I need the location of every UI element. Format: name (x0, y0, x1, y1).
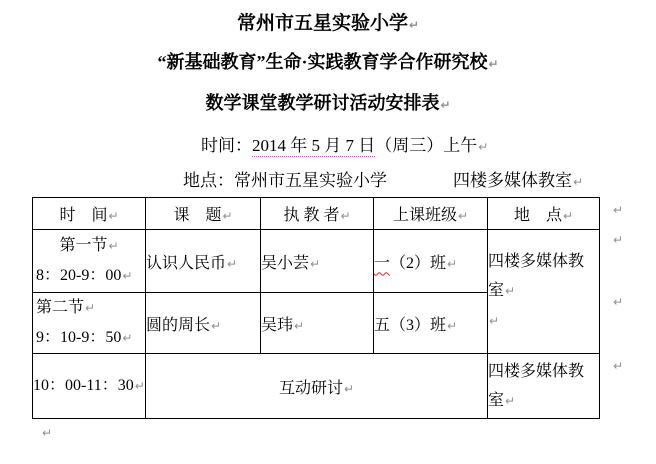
paragraph-mark-icon: ↵ (134, 379, 145, 393)
paragraph-mark-icon: ↵ (488, 57, 499, 71)
program-title (0, 48, 656, 74)
discussion-activity-cell: 互动研讨↵ (146, 354, 488, 419)
period1-time: 8：20-9：00↵ (36, 267, 133, 284)
period2-time-cell (33, 293, 146, 354)
paragraph-mark-icon: ↵ (505, 284, 516, 298)
paragraph-mark-icon: ↵ (478, 140, 489, 154)
row-end-mark-icon: ↵ (613, 295, 624, 309)
period1-class-cell: 一（2）班↵ (374, 230, 488, 293)
discussion-time-cell: 10：00-11：30↵ (33, 354, 146, 419)
header-time: 时 间↵ (33, 198, 146, 230)
time-date: 2014 年 5 月 7 日 (252, 136, 376, 155)
paragraph-mark-icon: ↵ (562, 209, 574, 223)
paragraph-mark-icon: ↵ (457, 209, 469, 223)
paragraph-mark-icon: ↵ (108, 239, 119, 253)
paragraph-mark-icon: ↵ (340, 209, 351, 223)
paragraph-mark-icon: ↵ (489, 314, 500, 328)
place-room: 四楼多媒体教室 (453, 171, 572, 190)
period12-location-cell (488, 230, 600, 354)
paragraph-mark-icon: ↵ (227, 256, 238, 271)
paragraph-mark-icon: ↵ (85, 301, 96, 315)
empty-paragraph (488, 306, 599, 336)
row-end-mark-icon: ↵ (613, 233, 624, 247)
period1-time-cell (33, 230, 146, 293)
location-text: 四楼多媒体教室↵ (488, 253, 585, 299)
paragraph-mark-icon: ↵ (440, 98, 451, 112)
row-end-mark-icon: ↵ (613, 203, 624, 217)
school-title (0, 8, 656, 35)
table-title (0, 89, 656, 115)
paragraph-mark-icon: ↵ (343, 381, 355, 396)
place-label: 地点： (183, 171, 234, 190)
period1-teacher-cell: 吴小芸↵ (261, 230, 374, 293)
discussion-location-cell (488, 354, 600, 419)
table-row (33, 354, 600, 419)
spellcheck-squiggle: 一 (374, 254, 391, 272)
time-suffix: （周三）上午 (375, 136, 478, 155)
paragraph-mark-icon: ↵ (573, 175, 584, 189)
program-title-text: “新基础教育”生命·实践教育学合作研究校 (157, 52, 488, 72)
time-label: 时间： (201, 136, 252, 155)
paragraph-mark-icon: ↵ (42, 426, 53, 440)
paragraph-mark-icon: ↵ (310, 256, 321, 271)
header-row (33, 198, 600, 230)
header-location: 地 点↵ (488, 198, 600, 230)
school-title-text: 常州市五星实验小学 (236, 13, 408, 34)
period2-topic-cell: 圆的周长↵ (146, 293, 261, 354)
table-title-text: 数学课堂教学研讨活动安排表 (205, 93, 440, 113)
paragraph-mark-icon: ↵ (447, 318, 458, 333)
paragraph-mark-icon: ↵ (122, 269, 133, 283)
schedule-table (32, 197, 600, 419)
paragraph-mark-icon: ↵ (108, 209, 119, 223)
paragraph-mark-icon: ↵ (122, 331, 133, 345)
place-school: 常州市五星实验小学 (234, 171, 387, 190)
paragraph-mark-icon: ↵ (294, 318, 305, 333)
table-row (33, 230, 600, 293)
paragraph-mark-icon: ↵ (222, 209, 233, 223)
period2-time: 9：10-9：50↵ (36, 329, 133, 346)
paragraph-mark-icon: ↵ (211, 318, 222, 333)
header-class: 上课班级↵ (374, 198, 488, 230)
row-end-mark-icon: ↵ (613, 359, 624, 373)
period1-label: 第一节↵ (59, 237, 119, 254)
time-line (201, 131, 488, 156)
header-topic: 课 题↵ (146, 198, 261, 230)
period2-label: 第二节↵ (36, 299, 96, 316)
period1-topic-cell: 认识人民币↵ (146, 230, 261, 293)
period2-teacher-cell: 吴玮↵ (261, 293, 374, 354)
period2-class-cell: 五（3）班↵ (374, 293, 488, 354)
paragraph-mark-icon: ↵ (408, 18, 420, 32)
paragraph-mark-icon: ↵ (505, 393, 516, 408)
paragraph-mark-icon: ↵ (447, 256, 458, 271)
header-teacher: 执 教 者↵ (261, 198, 374, 230)
location-text: 四楼多媒体教室↵ (488, 362, 585, 409)
place-line (183, 166, 583, 191)
